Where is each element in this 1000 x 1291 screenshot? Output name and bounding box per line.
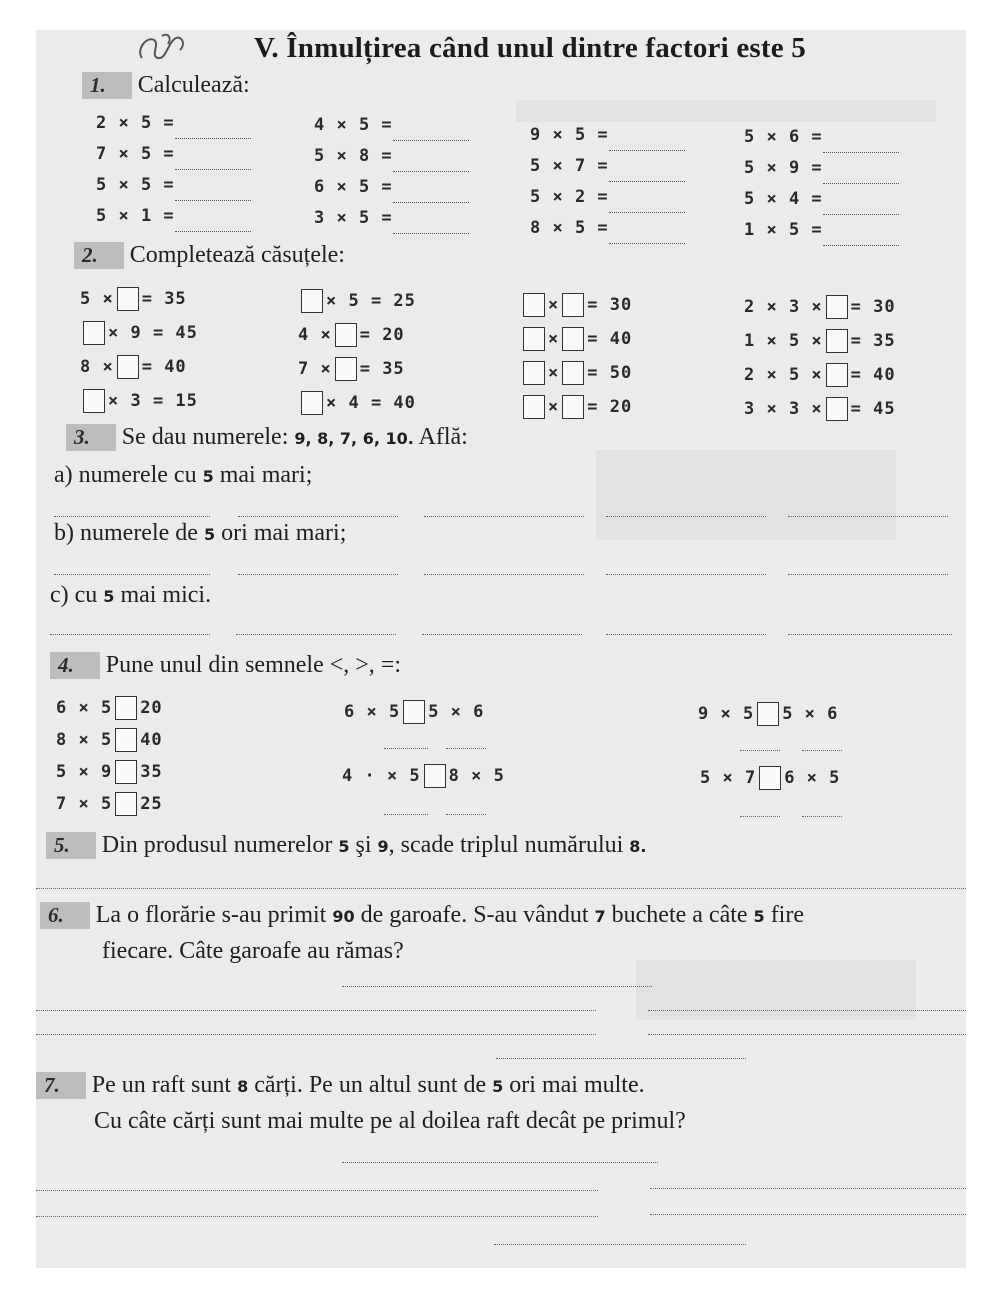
bold-number: 5 [202,467,214,486]
answer-line[interactable] [424,516,584,517]
sign-box[interactable] [115,792,137,816]
exercise-3a [54,462,312,489]
bold-number: 5 [338,837,350,856]
answer-line[interactable] [36,1010,596,1011]
answer-blank[interactable] [393,219,469,234]
ex4-mid-item-1 [344,700,484,724]
ex4-right-expr: 5 × 6 [782,704,839,724]
ex4-mid-item-2 [342,764,505,788]
answer-blank[interactable] [175,155,251,170]
bold-number: 8 [237,1077,249,1096]
answer-blank[interactable] [175,186,251,201]
ex4-right-expr: 25 [140,794,163,814]
answer-line[interactable] [342,1162,658,1163]
answer-blank[interactable] [393,157,469,172]
text: fire [770,902,804,928]
exercise-3-heading [66,424,468,451]
ex4-left-expr: 8 × 5 [56,730,113,750]
answer-box[interactable] [335,323,357,347]
answer-line[interactable] [650,1188,966,1189]
answer-box[interactable] [826,363,848,387]
ex1-item: 5 × 4 = [744,189,823,209]
ex2-rest: = 35 [359,359,405,379]
answer-blank[interactable] [609,136,685,151]
answer-blank[interactable] [823,231,899,246]
text: ori mai mari; [221,520,347,546]
ex2-left-operand: 2 × 5 × [744,365,823,385]
sign-box[interactable] [115,696,137,720]
exercise-7-heading [36,1072,645,1099]
exercise-number: 5. [46,832,96,859]
ex2-rest: = 40 [141,357,187,377]
answer-blank[interactable] [609,198,685,213]
ex4-left-expr: 6 × 5 [344,702,401,722]
answer-line[interactable] [496,1058,746,1059]
exercise-1-heading [82,72,250,99]
answer-box[interactable] [562,361,584,385]
ex2-rest: = 30 [850,297,896,317]
answer-box[interactable] [523,395,545,419]
bleed-through-mark [596,450,896,540]
answer-line[interactable] [494,1244,746,1245]
answer-line[interactable] [740,816,780,817]
answer-box[interactable] [117,287,139,311]
ex1-item: 6 × 5 = [314,177,393,197]
exercise-7-line-2: Cu câte cărți sunt mai multe pe al doilea raft decât pe primul? [94,1108,686,1134]
ex4-right-item-2 [700,766,840,790]
bold-number: 5 [753,907,765,926]
text: c) cu [50,582,98,608]
ex2-operator: × [548,397,560,417]
text: a) numerele cu [54,462,197,488]
text: Din produsul numerelor [101,832,333,858]
answer-box[interactable] [523,361,545,385]
answer-line[interactable] [446,748,486,749]
ex1-column-2 [314,110,469,234]
text: Pe un raft sunt [91,1072,232,1098]
answer-line[interactable] [236,634,396,635]
ex1-item: 9 × 5 = [530,125,609,145]
ex1-column-3 [530,120,685,244]
ex2-left-operand: 2 × 3 × [744,297,823,317]
text: ori mai multe. [509,1072,645,1098]
answer-blank[interactable] [175,124,251,139]
ex1-item: 7 × 5 = [96,144,175,164]
answer-box[interactable] [826,397,848,421]
ex2-column-3 [520,288,632,424]
ex1-item: 5 × 5 = [96,175,175,195]
answer-line[interactable] [36,1216,598,1217]
answer-line[interactable] [606,574,766,575]
bold-number: 5 [203,525,216,544]
answer-line[interactable] [238,574,398,575]
exercise-number: 2. [74,242,124,269]
exercise-3-title-end: Află: [418,424,468,450]
answer-line[interactable] [606,634,766,635]
ex4-left-expr: 5 × 9 [56,762,113,782]
decorative-logo-icon [132,30,202,62]
text: mai mici. [120,582,212,608]
answer-line[interactable] [238,516,398,517]
ex4-left-expr: 6 × 5 [56,698,113,718]
ex2-rest: × 3 = 15 [108,391,198,411]
answer-line[interactable] [740,750,780,751]
answer-line[interactable] [36,888,966,889]
ex1-column-1 [96,108,251,232]
ex2-left-operand: 7 × [298,359,332,379]
ex2-rest: = 35 [850,331,896,351]
ex4-right-expr: 40 [140,730,163,750]
exercise-4-heading [50,652,401,679]
answer-blank[interactable] [609,167,685,182]
answer-box[interactable] [826,295,848,319]
answer-line[interactable] [446,814,486,815]
exercise-number: 1. [82,72,132,99]
exercise-number: 7. [36,1072,86,1099]
ex2-rest: = 35 [141,289,187,309]
ex2-left-operand: 8 × [80,357,114,377]
ex2-column-1 [80,282,198,418]
exercise-3-title: Se dau numerele: [121,424,289,450]
answer-line[interactable] [422,634,582,635]
text: mai mari; [219,462,313,488]
answer-line[interactable] [606,516,766,517]
bold-number: 90 [332,907,355,926]
bleed-through-mark [636,960,916,1020]
ex2-rest: = 40 [850,365,896,385]
answer-blank[interactable] [823,169,899,184]
ex1-item: 1 × 5 = [744,220,823,240]
answer-line[interactable] [54,516,210,517]
ex4-right-expr: 35 [140,762,163,782]
ex2-operator: × [548,363,560,383]
answer-box[interactable] [301,289,323,313]
answer-blank[interactable] [823,138,899,153]
answer-box[interactable] [523,327,545,351]
answer-box[interactable] [83,389,105,413]
ex4-left-expr: 7 × 5 [56,794,113,814]
ex1-item: 3 × 5 = [314,208,393,228]
exercise-number: 3. [66,424,116,451]
ex4-right-expr: 8 × 5 [448,766,505,786]
ex2-left-operand: 4 × [298,325,332,345]
page-title: V. Înmulțirea când unul dintre factori este 5 [254,32,806,64]
ex2-left-operand: 5 × [80,289,114,309]
text: b) numerele de [54,520,198,546]
answer-line[interactable] [424,574,584,575]
exercise-5-heading [46,832,647,859]
ex4-right-item-1 [698,702,838,726]
answer-line[interactable] [648,1034,966,1035]
answer-line[interactable] [802,816,842,817]
ex2-left-operand: 3 × 3 × [744,399,823,419]
answer-box[interactable] [826,329,848,353]
exercise-3b [54,520,346,547]
answer-line[interactable] [648,1010,966,1011]
text: cărți. Pe un altul sunt de [254,1072,487,1098]
ex4-left-column [56,692,163,820]
answer-box[interactable] [562,327,584,351]
exercise-3-numbers: 9, 8, 7, 6, 10. [294,429,414,448]
sign-box[interactable] [424,764,446,788]
ex1-item: 5 × 9 = [744,158,823,178]
ex2-rest: = 40 [587,329,633,349]
exercise-2-title: Completează căsuțele: [129,242,345,268]
ex4-right-expr: 6 × 5 [784,768,841,788]
exercise-3c [50,582,211,609]
ex1-item: 5 × 1 = [96,206,175,226]
ex1-item: 4 × 5 = [314,115,393,135]
bold-number: 5 [103,587,115,606]
sign-box[interactable] [759,766,781,790]
answer-blank[interactable] [175,217,251,232]
ex4-right-expr: 5 × 6 [428,702,485,722]
ex4-left-expr: 9 × 5 [698,704,755,724]
exercise-6-line-2: fiecare. Câte garoafe au rămas? [102,938,404,964]
exercise-1-title: Calculează: [137,72,250,98]
worksheet-page [36,30,966,1268]
answer-box[interactable] [523,293,545,317]
answer-blank[interactable] [823,200,899,215]
ex2-column-4 [744,290,896,426]
answer-line[interactable] [36,1190,598,1191]
exercise-6-heading [40,902,804,929]
answer-box[interactable] [83,321,105,345]
ex2-left-operand: 1 × 5 × [744,331,823,351]
ex1-item: 5 × 2 = [530,187,609,207]
answer-line[interactable] [342,986,652,987]
ex2-rest: × 4 = 40 [326,393,416,413]
answer-box[interactable] [117,355,139,379]
answer-blank[interactable] [393,126,469,141]
bold-number: 5 [492,1077,504,1096]
ex2-column-2 [298,284,416,420]
ex2-operator: × [548,329,560,349]
ex1-column-4 [744,122,899,246]
bleed-through-mark [516,100,936,122]
answer-line[interactable] [650,1214,966,1215]
exercise-number: 6. [40,902,90,929]
answer-line[interactable] [384,814,428,815]
exercise-number: 4. [50,652,100,679]
ex2-rest: = 20 [359,325,405,345]
answer-blank[interactable] [609,229,685,244]
answer-line[interactable] [36,1034,596,1035]
text: buchete a câte [611,902,748,928]
sign-box[interactable] [115,728,137,752]
ex4-right-expr: 20 [140,698,163,718]
answer-line[interactable] [50,634,210,635]
answer-box[interactable] [335,357,357,381]
text: şi [355,832,372,858]
ex2-rest: = 20 [587,397,633,417]
bold-number: 9 [377,837,389,856]
ex1-item: 5 × 6 = [744,127,823,147]
ex1-item: 8 × 5 = [530,218,609,238]
answer-box[interactable] [301,391,323,415]
sign-box[interactable] [115,760,137,784]
bold-number: 8. [629,837,647,856]
exercise-2-heading [74,242,345,269]
answer-line[interactable] [788,574,948,575]
exercise-4-title: Pune unul din semnele <, >, =: [105,652,401,678]
ex4-left-expr: 5 × 7 [700,768,757,788]
text: de garoafe. S-au vândut [360,902,589,928]
ex2-operator: × [548,295,560,315]
ex4-left-expr: 4 · × 5 [342,766,421,786]
answer-line[interactable] [788,516,948,517]
ex1-item: 2 × 5 = [96,113,175,133]
ex2-rest: × 5 = 25 [326,291,416,311]
ex2-rest: = 45 [850,399,896,419]
ex1-item: 5 × 7 = [530,156,609,176]
answer-line[interactable] [802,750,842,751]
sign-box[interactable] [757,702,779,726]
text: , scade triplul numărului [388,832,624,858]
bold-number: 7 [594,907,606,926]
ex2-rest: = 30 [587,295,633,315]
sign-box[interactable] [403,700,425,724]
ex2-rest: × 9 = 45 [108,323,198,343]
answer-box[interactable] [562,293,584,317]
answer-blank[interactable] [393,188,469,203]
answer-line[interactable] [54,574,210,575]
answer-box[interactable] [562,395,584,419]
text: La o florărie s-au primit [95,902,327,928]
ex2-rest: = 50 [587,363,633,383]
answer-line[interactable] [788,634,952,635]
ex1-item: 5 × 8 = [314,146,393,166]
answer-line[interactable] [384,748,428,749]
